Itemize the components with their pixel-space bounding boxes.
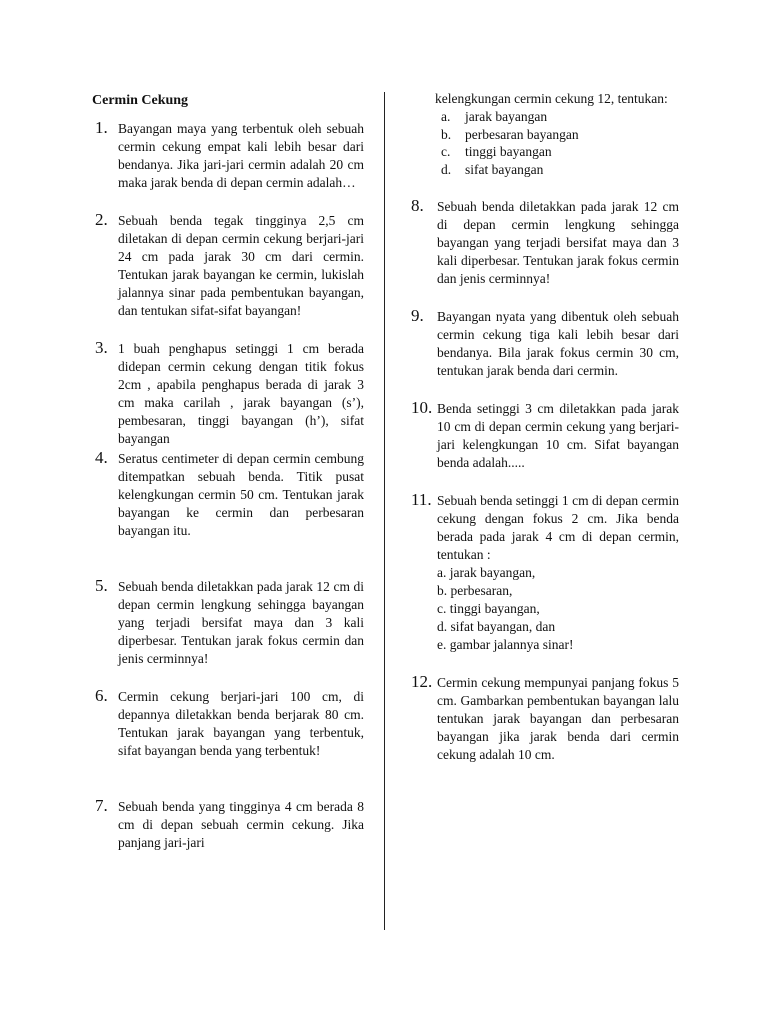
question-number: 12. <box>411 672 433 691</box>
question-text: Bayangan nyata yang dibentuk oleh sebuah cermin cekung tiga kali lebih besar dari bendanya. Bila jarak fokus cermin 30 cm, tentukan jarak benda dari cermin. <box>437 309 679 378</box>
question-text: Sebuah benda yang tingginya 4 cm berada 8 cm di depan sebuah cermin cekung. Jika panjang jari-jari <box>118 799 364 850</box>
option-item: b. perbesaran bayangan <box>441 126 579 142</box>
question-text: Bayangan maya yang terbentuk oleh sebuah cermin cekung empat kali lebih besar dari bendanya. Jika jari-jari cermin adalah 20 cm maka jarak benda di depan cermin adalah… <box>118 121 364 190</box>
question-text: Cermin cekung berjari-jari 100 cm, di depannya diletakkan benda berjarak 80 cm. Tentukan jarak bayangan yang terbentuk, sifat bayangan benda yang terbentuk! <box>118 689 364 758</box>
left-column <box>92 92 364 852</box>
question-number: 6. <box>95 686 108 705</box>
question-10 <box>411 400 679 472</box>
question-number: 8. <box>411 196 424 215</box>
question-7-options <box>435 108 679 178</box>
question-6 <box>92 688 364 760</box>
question-number: 9. <box>411 306 424 325</box>
question-text: 1 buah penghapus setinggi 1 cm berada didepan cermin cekung dengan titik fokus 2cm , apabila penghapus berada di jarak 3 cm maka carilah , jarak bayangan (s’), pembesaran, tinggi bayangan (h’), sifat bayangan <box>118 341 364 446</box>
question-number: 11. <box>411 490 432 509</box>
list-item: d. sifat bayangan, dan <box>437 619 556 634</box>
list-item: a. jarak bayangan, <box>437 565 536 580</box>
question-number: 1. <box>95 118 108 137</box>
question-4 <box>92 450 364 540</box>
question-number: 5. <box>95 576 108 595</box>
question-text: Sebuah benda diletakkan pada jarak 12 cm di depan cermin lengkung sehingga bayangan yang terjadi bersifat maya dan 3 kali diperbesar. Tentukan jarak fokus cermin dan jenis cerminnya! <box>437 199 679 286</box>
question-number: 7. <box>95 796 108 815</box>
question-number: 3. <box>95 338 108 357</box>
question-7-continuation: kelengkungan cermin cekung 12, tentukan: <box>435 91 668 106</box>
question-3 <box>92 340 364 448</box>
question-9 <box>411 308 679 380</box>
question-2 <box>92 212 364 320</box>
question-7 <box>92 798 364 852</box>
option-item: d. sifat bayangan <box>441 161 544 177</box>
list-item: e. gambar jalannya sinar! <box>437 637 574 652</box>
question-11 <box>411 492 679 654</box>
worksheet-title: Cermin Cekung <box>92 93 189 108</box>
right-column <box>411 90 679 764</box>
question-number: 2. <box>95 210 108 229</box>
option-item: c. tinggi bayangan <box>441 144 552 159</box>
question-8 <box>411 198 679 288</box>
question-5 <box>92 578 364 668</box>
column-divider <box>384 92 385 930</box>
list-item: b. perbesaran, <box>437 583 513 598</box>
question-text: Seratus centimeter di depan cermin cembung ditempatkan sebuah benda. Titik pusat kelengkungan cermin 50 cm. Tentukan jarak bayangan ke cermin dan perbesaran bayangan itu. <box>118 451 364 538</box>
question-12 <box>411 674 679 764</box>
question-number: 4. <box>95 448 108 467</box>
list-item: c. tinggi bayangan, <box>437 601 540 616</box>
question-text: Sebuah benda tegak tingginya 2,5 cm diletakan di depan cermin cekung berjari-jari 24 cm pada jarak 30 cm dari cermin. Tentukan jarak bayangan ke cermin, lukislah jalannya sinar pada pembentukan bayangan, dan tentukan sifat-sifat bayangan! <box>118 213 364 318</box>
question-11-items <box>437 564 679 654</box>
question-text: Cermin cekung mempunyai panjang fokus 5 cm. Gambarkan pembentukan bayangan lalu tentukan jarak bayangan dan perbesaran bayangan jika jarak benda dari cermin cekung adalah 10 cm. <box>437 675 679 762</box>
question-text: Sebuah benda setinggi 1 cm di depan cermin cekung dengan fokus 2 cm. Jika benda berada pada jarak 4 cm di depan cermin, tentukan : <box>437 493 679 562</box>
question-number: 10. <box>411 398 433 417</box>
question-text: Benda setinggi 3 cm diletakkan pada jarak 10 cm di depan cermin cekung yang berjari-jari kelengkungan 10 cm. Sifat bayangan benda adalah..... <box>437 401 679 470</box>
question-text: Sebuah benda diletakkan pada jarak 12 cm di depan cermin lengkung sehingga bayangan yang terjadi bersifat maya dan 3 kali diperbesar. Tentukan jarak fokus cermin dan jenis cerminnya! <box>118 579 364 666</box>
question-1 <box>92 120 364 192</box>
option-item: a. jarak bayangan <box>441 109 548 124</box>
